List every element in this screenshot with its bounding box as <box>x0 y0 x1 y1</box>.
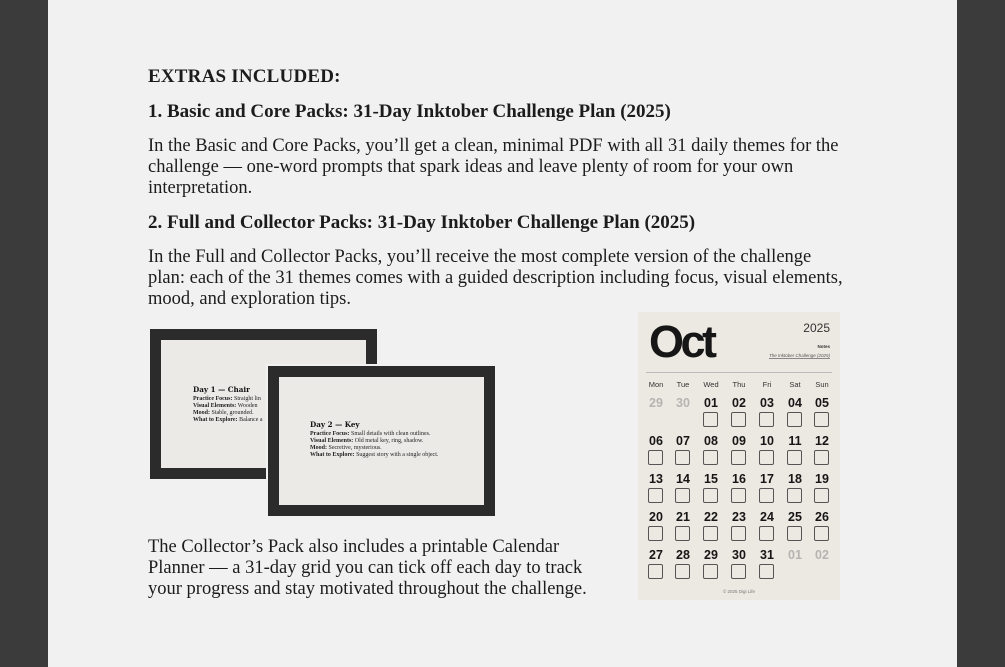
calendar-day: 30 <box>676 396 690 410</box>
day-checkbox[interactable] <box>787 488 802 503</box>
calendar-day: 21 <box>676 510 690 524</box>
day-checkbox[interactable] <box>731 450 746 465</box>
day-checkbox[interactable] <box>731 564 746 579</box>
calendar-day: 07 <box>676 434 690 448</box>
calendar-day: 19 <box>815 472 829 486</box>
calendar-notes-label: Notes <box>817 344 830 349</box>
extras-heading: EXTRAS INCLUDED: <box>148 66 341 87</box>
card-title: Day 1 — Chair <box>193 385 250 394</box>
calendar-day: 31 <box>760 548 774 562</box>
calendar-day: 10 <box>760 434 774 448</box>
calendar-year: 2025 <box>803 321 830 335</box>
card-line: Practice Focus: Small details with clean outlines. <box>310 431 431 437</box>
calendar-day: 26 <box>815 510 829 524</box>
day-checkbox[interactable] <box>759 526 774 541</box>
day-checkbox[interactable] <box>814 488 829 503</box>
calendar-planner <box>638 312 840 600</box>
weekday-label: Thu <box>732 380 746 389</box>
day-checkbox[interactable] <box>787 526 802 541</box>
day-checkbox[interactable] <box>731 412 746 427</box>
day-checkbox[interactable] <box>814 526 829 541</box>
day2-card <box>268 366 495 516</box>
calendar-day: 12 <box>815 434 829 448</box>
calendar-day: 20 <box>649 510 663 524</box>
calendar-day: 17 <box>760 472 774 486</box>
card-line: Mood: Secretive, mysterious. <box>310 445 382 451</box>
calendar-day: 04 <box>788 396 802 410</box>
calendar-day: 29 <box>649 396 663 410</box>
day-checkbox[interactable] <box>648 488 663 503</box>
calendar-subtitle: The Inktober Challenge (2025) <box>768 353 830 358</box>
calendar-divider <box>646 372 832 373</box>
calendar-day: 24 <box>760 510 774 524</box>
calendar-day: 30 <box>732 548 746 562</box>
calendar-day: 28 <box>676 548 690 562</box>
day-checkbox[interactable] <box>814 450 829 465</box>
calendar-day: 13 <box>649 472 663 486</box>
calendar-day: 27 <box>649 548 663 562</box>
day-checkbox[interactable] <box>814 412 829 427</box>
calendar-day: 11 <box>788 434 802 448</box>
calendar-day: 09 <box>732 434 746 448</box>
day-checkbox[interactable] <box>731 488 746 503</box>
day-checkbox[interactable] <box>787 412 802 427</box>
collector-text: The Collector’s Pack also includes a printable Calendar Planner — a 31-day grid you can tick off each day to track your progress and stay motivated throughout the challenge. <box>148 537 587 599</box>
calendar-month: Oct <box>649 316 714 367</box>
calendar-day: 22 <box>704 510 718 524</box>
weekday-label: Sat <box>789 380 801 389</box>
calendar-day: 01 <box>788 548 802 562</box>
weekday-label: Mon <box>648 380 664 389</box>
day-checkbox[interactable] <box>759 488 774 503</box>
calendar-day: 08 <box>704 434 718 448</box>
day-checkbox[interactable] <box>759 412 774 427</box>
calendar-day: 18 <box>788 472 802 486</box>
day-checkbox[interactable] <box>675 450 690 465</box>
day-checkbox[interactable] <box>787 450 802 465</box>
weekday-label: Tue <box>676 380 690 389</box>
section1-body: In the Basic and Core Packs, you’ll get a clean, minimal PDF with all 31 daily themes for the challenge — one-word prompts that spark ideas and leave plenty of room for your own interpretation. <box>148 136 839 198</box>
calendar-day: 03 <box>760 396 774 410</box>
card-line: Visual Elements: Old metal key, ring, shadow. <box>310 438 424 444</box>
day-checkbox[interactable] <box>675 488 690 503</box>
day-checkbox[interactable] <box>703 412 718 427</box>
calendar-day: 29 <box>704 548 718 562</box>
calendar-day: 16 <box>732 472 746 486</box>
day-checkbox[interactable] <box>675 526 690 541</box>
day-checkbox[interactable] <box>703 450 718 465</box>
calendar-day: 06 <box>649 434 663 448</box>
weekday-label: Fri <box>762 380 772 389</box>
weekday-label: Wed <box>703 380 719 389</box>
calendar-day: 15 <box>704 472 718 486</box>
calendar-day: 25 <box>788 510 802 524</box>
card-line: What to Explore: Balance a <box>193 417 263 423</box>
day-checkbox[interactable] <box>648 564 663 579</box>
calendar-day: 23 <box>732 510 746 524</box>
section1-title: 1. Basic and Core Packs: 31-Day Inktober Challenge Plan (2025) <box>148 101 671 122</box>
section2-title: 2. Full and Collector Packs: 31-Day Inktober Challenge Plan (2025) <box>148 212 696 233</box>
day-checkbox[interactable] <box>759 450 774 465</box>
weekday-label: Sun <box>815 380 829 389</box>
calendar-day: 01 <box>704 396 718 410</box>
calendar-day: 14 <box>676 472 690 486</box>
card-line: Visual Elements: Wooden <box>193 403 258 409</box>
day-checkbox[interactable] <box>675 564 690 579</box>
card-line: What to Explore: Suggest story with a single object. <box>310 452 439 458</box>
calendar-day: 02 <box>815 548 829 562</box>
calendar-footer: © 2025 Digi Life <box>722 589 756 594</box>
day-checkbox[interactable] <box>703 488 718 503</box>
day-checkbox[interactable] <box>648 450 663 465</box>
card-line: Mood: Stable, grounded. <box>193 410 254 416</box>
day-checkbox[interactable] <box>703 526 718 541</box>
section2-body: In the Full and Collector Packs, you’ll receive the most complete version of the challenge plan: each of the 31 themes comes with a guided description including focus, visual elements, mood, and exploration tips. <box>148 247 843 309</box>
card-title: Day 2 — Key <box>310 420 360 429</box>
calendar-day: 05 <box>815 396 829 410</box>
calendar-day: 02 <box>732 396 746 410</box>
day-checkbox[interactable] <box>759 564 774 579</box>
day-checkbox[interactable] <box>648 526 663 541</box>
day-checkbox[interactable] <box>703 564 718 579</box>
day-checkbox[interactable] <box>731 526 746 541</box>
card-line: Practice Focus: Straight lin <box>193 396 261 402</box>
